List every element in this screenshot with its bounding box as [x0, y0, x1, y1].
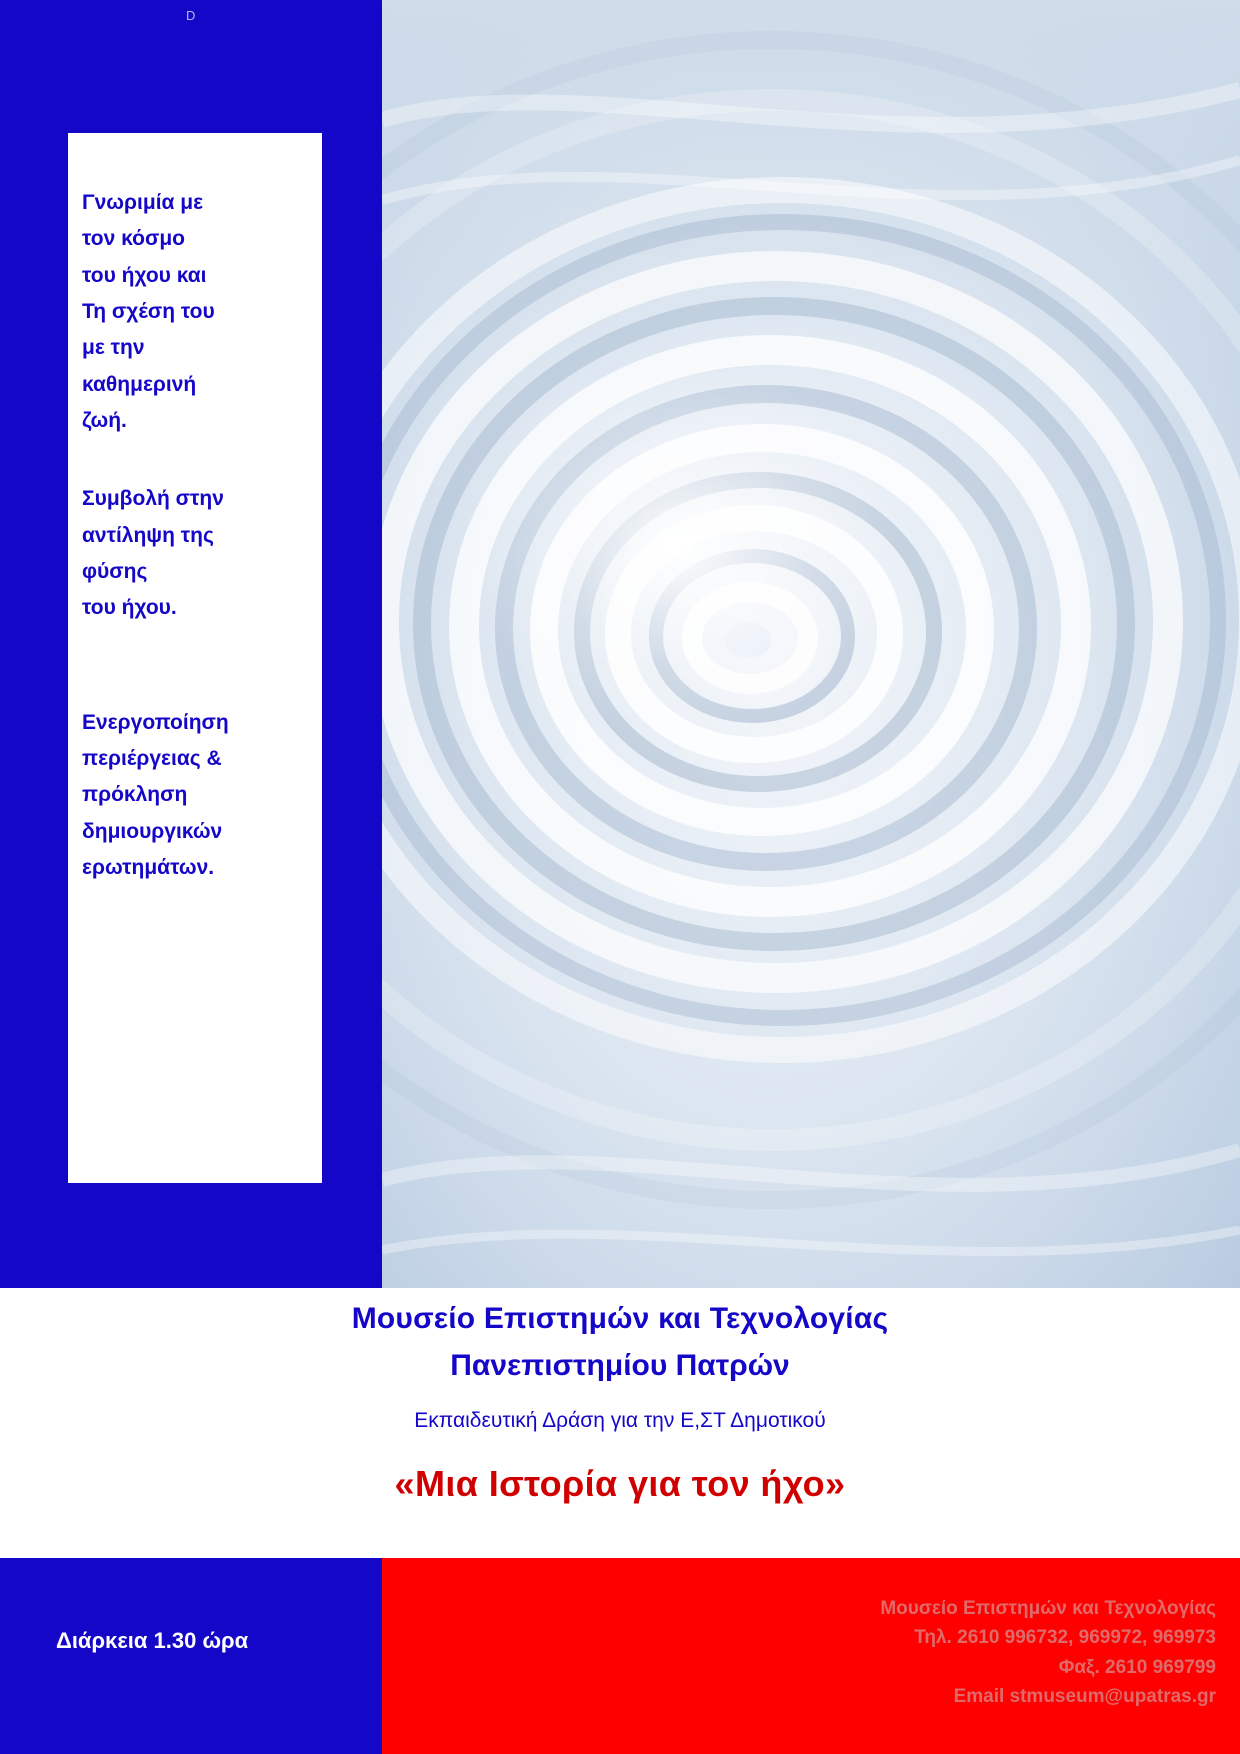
- main-title: «Μια Ιστορία για τον ήχο»: [394, 1463, 846, 1504]
- contact-info: [880, 1594, 1216, 1712]
- aims-line: με την: [82, 336, 145, 360]
- aims-line: τον κόσμο: [82, 227, 186, 251]
- band-mark-label: D: [186, 8, 196, 23]
- aims-line: δημιουργικών: [82, 819, 223, 843]
- aims-line: πρόκληση: [82, 783, 188, 807]
- activity-subtitle: Εκπαιδευτική Δράση για την Ε,ΣΤ Δημοτικού: [414, 1409, 826, 1432]
- footer-section: [0, 1558, 1240, 1754]
- aims-line: αντίληψη της: [82, 523, 214, 547]
- aims-line: Τη σχέση του: [82, 299, 215, 323]
- water-ripple-image: [382, 0, 1240, 1288]
- museum-name-line-1: Μουσείο Επιστημών και Τεχνολογίας: [351, 1302, 889, 1335]
- contact-line: Φαξ. 2610 969799: [1058, 1656, 1216, 1678]
- museum-name-line-2: Πανεπιστημίου Πατρών: [450, 1349, 790, 1382]
- contact-line: Μουσείο Επιστημών και Τεχνολογίας: [880, 1598, 1216, 1619]
- aims-line: του ήχου.: [82, 596, 177, 620]
- aims-line: φύσης: [82, 559, 148, 583]
- aims-line: Ενεργοποίηση: [82, 710, 229, 734]
- footer-blue-block: [0, 1558, 382, 1754]
- contact-line: Τηλ. 2610 996732, 969972, 969973: [914, 1627, 1216, 1649]
- aims-line: ζωή.: [82, 408, 127, 432]
- aims-line: καθημερινή: [82, 372, 197, 396]
- aims-line: ερωτημάτων.: [82, 855, 215, 879]
- aims-line: Γνωριμία με: [82, 191, 204, 214]
- titles-section: [0, 1288, 1240, 1548]
- spacer: [82, 627, 304, 705]
- ripple-illustration-icon: [382, 0, 1240, 1288]
- aims-line: Συμβολή στην: [82, 487, 224, 511]
- contact-line: Email stmuseum@upatras.gr: [953, 1686, 1216, 1708]
- spacer: [82, 439, 304, 481]
- aims-line: περιέργειας &: [82, 746, 222, 770]
- aims-line: του ήχου και: [82, 263, 207, 287]
- aims-text-panel: [68, 133, 322, 1183]
- duration-label: Διάρκεια 1.30 ώρα: [56, 1628, 249, 1653]
